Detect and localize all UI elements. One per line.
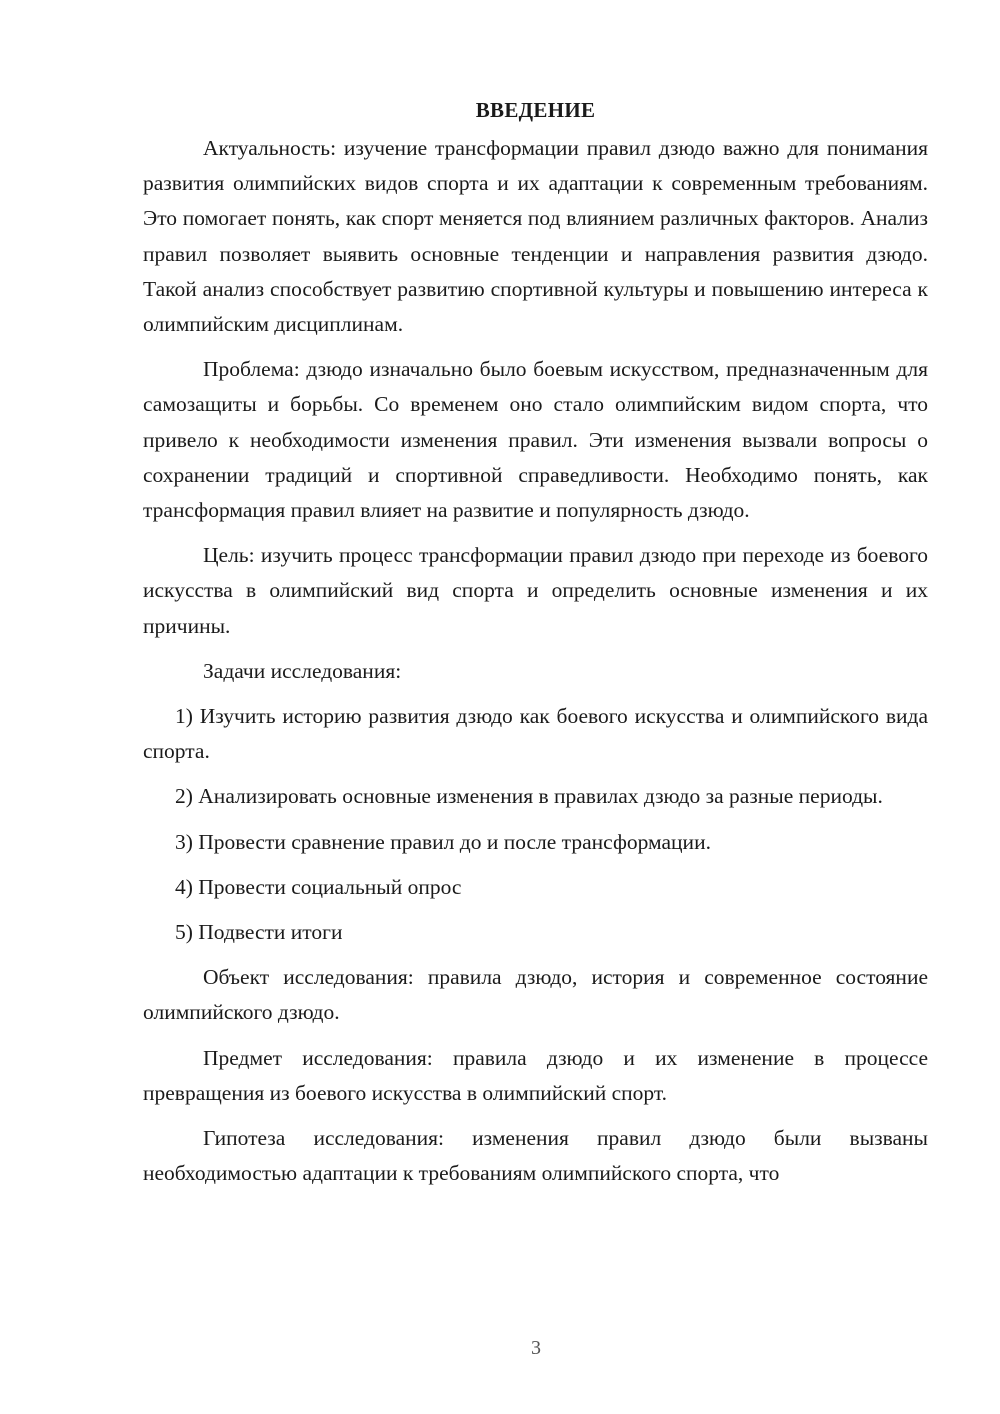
task-list-item: 1) Изучить историю развития дзюдо как боевого искусства и олимпийского вида спорта. [143,704,928,764]
task-list-item: 2) Анализировать основные изменения в правилах дзюдо за разные периоды. [175,784,883,809]
paragraph-object: Объект исследования: правила дзюдо, история и современное состояние олимпийского дзюдо. [143,965,928,1025]
section-heading: ВВЕДЕНИЕ [475,98,596,122]
task-list-item: 4) Провести социальный опрос [175,874,462,899]
page-body [143,95,928,1201]
task-list-item: 3) Провести сравнение правил до и после трансформации. [175,829,711,854]
paragraph-tasks-heading: Задачи исследования: [203,658,402,683]
paragraph-problem: Проблема: дзюдо изначально было боевым искусством, предназначенным для самозащиты и борьбы. Со временем оно стало олимпийским видом спорта, что привело к необходимости изменения правил. Эти изменения вызвали вопросы о сохранении традиций и спортивной справедливости. Необходимо понять, как трансформация правил влияет на развитие и популярность дзюдо. [143,357,928,523]
task-list-item: 5) Подвести итоги [175,920,343,945]
paragraph-hypothesis: Гипотеза исследования: изменения правил дзюдо были вызваны необходимостью адаптации к требованиям олимпийского спорта, что [143,1126,928,1186]
paragraph-relevance: Актуальность: изучение трансформации правил дзюдо важно для понимания развития олимпийских видов спорта и их адаптации к современным требованиям. Это помогает понять, как спорт меняется под влиянием различных факторов. Анализ правил позволяет выявить основные тенденции и направления развития дзюдо. Такой анализ способствует развитию спортивной культуры и повышению интереса к олимпийским дисциплинам. [143,136,928,337]
paragraph-subject: Предмет исследования: правила дзюдо и их изменение в процессе превращения из боевого искусства в олимпийский спорт. [143,1045,928,1105]
page-number: 3 [531,1337,541,1359]
paragraph-goal: Цель: изучить процесс трансформации правил дзюдо при переходе из боевого искусства в олимпийский вид спорта и определить основные изменения и их причины. [143,543,928,638]
